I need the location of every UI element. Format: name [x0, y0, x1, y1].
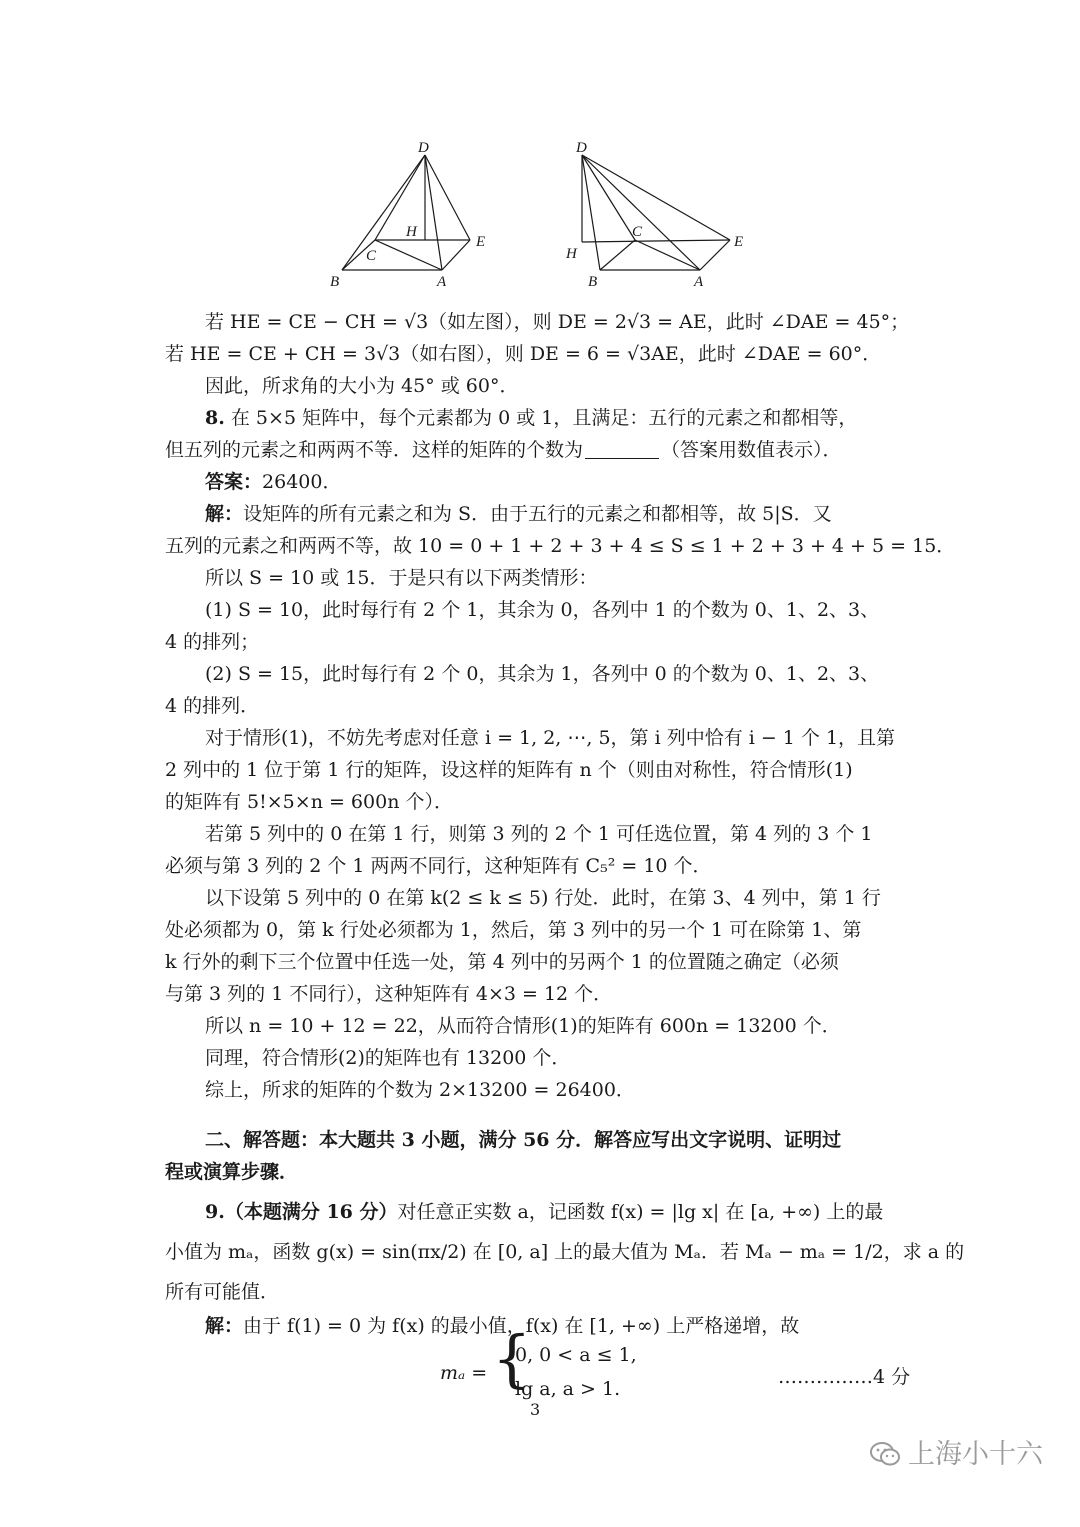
label-right-D: D: [576, 140, 587, 156]
piecewise-brace: {: [492, 1322, 532, 1395]
solution-label: 解：: [205, 503, 244, 525]
text-line: 处必须都为 0，第 k 行处必须都为 1，然后，第 3 列中的另一个 1 可在除第 1、第: [165, 919, 862, 941]
page-number: 3: [530, 1400, 541, 1419]
label-right-B: B: [588, 274, 598, 290]
section-heading: 二、解答题：本大题共 3 小题，满分 56 分．解答应写出文字说明、证明过: [205, 1129, 842, 1151]
text-line: 五列的元素之和两两不等，故 10 = 0 + 1 + 2 + 3 + 4 ≤ S ≤ 1 + 2 + 3 + 4 + 5 = 15．: [165, 535, 956, 557]
text-line: 所以 n = 10 + 12 = 22，从而符合情形(1)的矩阵有 600n = 13200 个．: [205, 1015, 841, 1037]
question-9-label: 9.（本题满分 16 分）: [205, 1201, 398, 1223]
wechat-icon: [870, 1441, 900, 1474]
section-heading: 程或演算步骤．: [165, 1161, 299, 1183]
score-note: ……………4 分: [778, 1366, 911, 1388]
text-line: 若 HE = CE + CH = 3√3（如右图），则 DE = 6 = √3AE，此时 ∠DAE = 60°．: [165, 343, 882, 365]
pyramid-diagrams: [320, 130, 780, 300]
label-left-A: A: [437, 274, 447, 290]
text-line: 所以 S = 10 或 15．于是只有以下两类情形：: [205, 567, 598, 589]
watermark: [870, 1432, 1043, 1474]
text-line: 对于情形(1)，不妨先考虑对任意 i = 1, 2, ⋯, 5，第 i 列中恰有 i − 1 个 1，且第: [205, 727, 896, 749]
solution-label: 解：: [205, 1315, 244, 1337]
solution-text: 设矩阵的所有元素之和为 S．由于五行的元素之和都相等，故 5|S．又: [243, 503, 832, 525]
question-8-line: [165, 438, 842, 462]
label-left-H: H: [406, 224, 417, 240]
text-line: 因此，所求角的大小为 45° 或 60°．: [205, 375, 519, 397]
label-right-A: A: [694, 274, 704, 290]
text-line: (2) S = 15，此时每行有 2 个 0，其余为 1，各列中 0 的个数为 0、1、2、3、: [205, 663, 880, 685]
text-line: 与第 3 列的 1 不同行），这种矩阵有 4×3 = 12 个．: [165, 983, 613, 1005]
label-right-C: C: [632, 224, 643, 240]
text-line: 若第 5 列中的 0 在第 1 行，则第 3 列的 2 个 1 可任选位置，第 4 列的 3 个 1: [205, 823, 873, 845]
text-line: 2 列中的 1 位于第 1 行的矩阵，设这样的矩阵有 n 个（则由对称性，符合情形(1): [165, 759, 853, 781]
left-pyramid-figure: [342, 155, 470, 270]
question-9-line: [205, 1200, 883, 1224]
piecewise-lhs: mₐ =: [440, 1362, 488, 1384]
text-line: 所有可能值．: [165, 1281, 280, 1303]
answer-blank: [585, 440, 659, 459]
text-line: 以下设第 5 列中的 0 在第 k(2 ≤ k ≤ 5) 行处．此时，在第 3、4 列中，第 1 行: [205, 887, 881, 909]
text-line: 综上，所求的矩阵的个数为 2×13200 = 26400．: [205, 1079, 635, 1101]
label-left-E: E: [476, 234, 486, 250]
answer-value: 26400．: [262, 471, 342, 493]
text-line: 4 的排列；: [165, 631, 260, 653]
solution-text: 由于 f(1) = 0 为 f(x) 的最小值，f(x) 在 [1, +∞) 上严格递增，故: [243, 1315, 800, 1337]
text-line: 若 HE = CE − CH = √3（如左图），则 DE = 2√3 = AE，此时 ∠DAE = 45°；: [205, 311, 910, 333]
text-line: 4 的排列．: [165, 695, 260, 717]
piecewise-case: 0, 0 < a ≤ 1,: [515, 1344, 637, 1366]
text-line: 必须与第 3 列的 2 个 1 两两不同行，这种矩阵有 C₅² = 10 个．: [165, 855, 712, 877]
label-left-D: D: [418, 140, 429, 156]
question-text: （答案用数值表示）．: [661, 439, 842, 461]
question-text: 但五列的元素之和两两不等．这样的矩阵的个数为: [165, 439, 584, 461]
geometry-figures: [320, 130, 780, 300]
text-line: (1) S = 10，此时每行有 2 个 1，其余为 0，各列中 1 的个数为 0、1、2、3、: [205, 599, 880, 621]
label-left-B: B: [330, 274, 340, 290]
label-right-H: H: [566, 246, 577, 262]
label-right-E: E: [734, 234, 744, 250]
text-line: 小值为 mₐ，函数 g(x) = sin(πx/2) 在 [0, a] 上的最大值为 Mₐ．若 Mₐ − mₐ = 1/2，求 a 的: [165, 1241, 965, 1263]
question-number: 8.: [205, 407, 225, 429]
right-pyramid-figure: [582, 155, 730, 270]
label-left-C: C: [366, 248, 377, 264]
text-line: 的矩阵有 5!×5×n = 600n 个）．: [165, 791, 453, 813]
solution-line: [205, 502, 832, 526]
text-line: k 行外的剩下三个位置中任选一处，第 4 列中的另两个 1 的位置随之确定（必须: [165, 951, 839, 973]
watermark-text: 上海小十六: [908, 1439, 1043, 1470]
answer-label: 答案：: [205, 471, 263, 493]
question-8-line: [205, 406, 857, 430]
piecewise-case: lg a, a > 1.: [515, 1378, 621, 1400]
question-text: 对任意正实数 a，记函数 f(x) = |lg x| 在 [a, +∞) 上的最: [397, 1201, 884, 1223]
question-text: 在 5×5 矩阵中，每个元素都为 0 或 1，且满足：五行的元素之和都相等，: [230, 407, 858, 429]
text-line: 同理，符合情形(2)的矩阵也有 13200 个．: [205, 1047, 571, 1069]
answer-line: [205, 470, 341, 494]
